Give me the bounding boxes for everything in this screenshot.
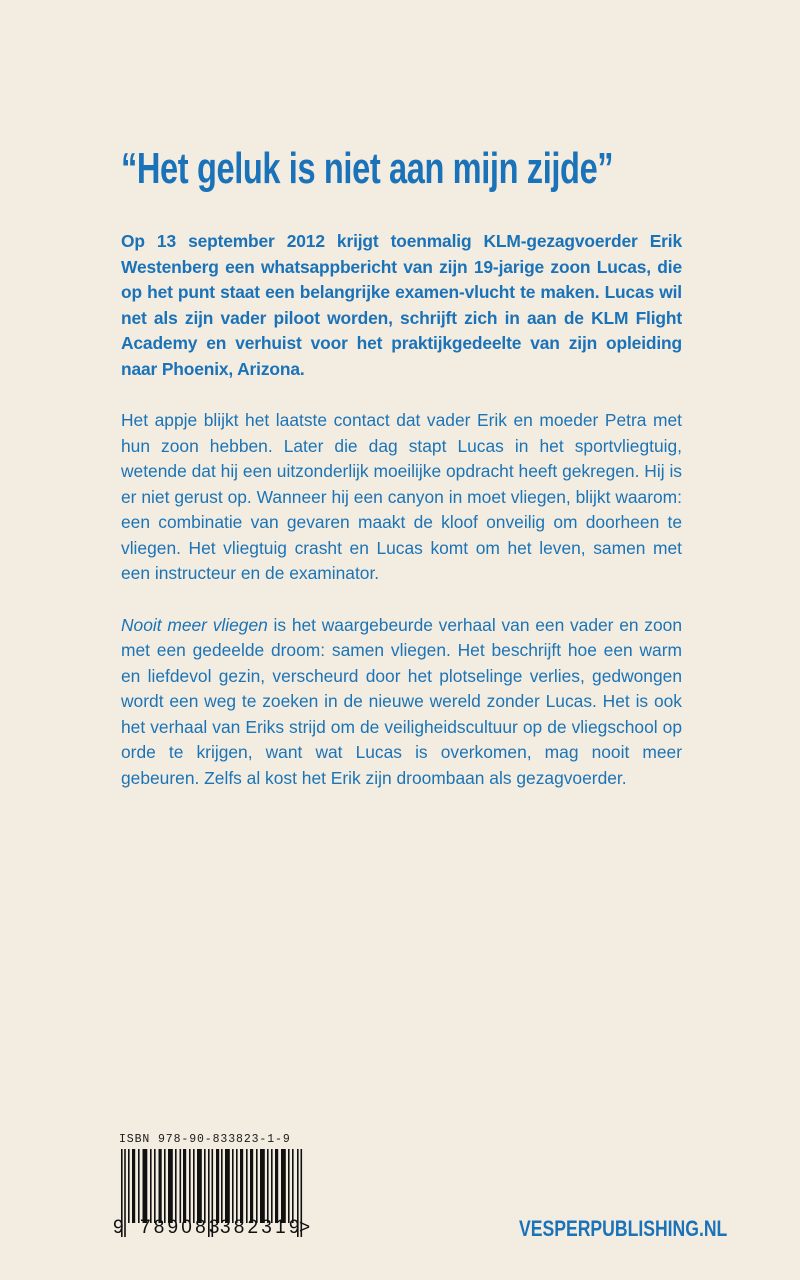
blurb-paragraph-lead: Op 13 september 2012 krijgt toenmalig KLM-gezagvoerder Erik Westenberg een whatsappbericht van zijn 19-jarige zoon Lucas, die op het punt staat een belangrijke examen-vlucht te maken. Lucas wil net als zijn vader piloot worden, schrijft zich in aan de KLM Flight Academy en verhuist voor het praktijkgedeelte van zijn opleiding naar Phoenix, Arizona. [121,231,682,379]
ean13-digits [113,1217,313,1239]
ean-group-left: 789083 [140,1217,223,1238]
blurb-copy [121,229,682,791]
ean-lead-digit: 9 [113,1217,125,1238]
book-title-italic: Nooit meer vliegen [121,614,268,635]
barcode-graphic [113,1149,312,1238]
blurb-paragraph-1: Het appje blijkt het laatste contact dat vader Erik en moeder Petra met hun zoon hebben. Later die dag stapt Lucas in het sportvliegtuig, wetende dat hij een uitzonderlijk moeilijke opdracht heeft gekregen. Hij is er niet gerust op. Wanneer hij een canyon in moet vliegen, blijkt waarom: een combinatie van gevaren maakt de kloof onveilig om doorheen te vliegen. Het vliegtuig crasht en Lucas komt om het leven, samen met een instructeur en de examinator. [121,410,682,583]
blurb-paragraph-2 [121,613,682,792]
blurb-paragraph-2-rest: is het waargebeurde verhaal van een vader en zoon met een gedeelde droom: samen vliegen. Het beschrijft hoe een warm en liefdevol gezin, verscheurd door het plotselinge verlies, gedwongen wordt een weg te zoeken in de nieuwe wereld zonder Lucas. Het is ook het verhaal van Eriks strijd om de veiligheidscultuur op de vliegschool op orde te krijgen, want wat Lucas is overkomen, mag nooit meer gebeuren. Zelfs al kost het Erik zijn droombaan als gezagvoerder. [121,614,682,788]
publisher-website[interactable]: VESPERPUBLISHING.NL [519,1216,728,1241]
isbn-barcode-block [113,1133,311,1237]
isbn-label: ISBN 978-90-833823-1-9 [119,1133,291,1146]
page-title: “Het geluk is niet aan mijn zijde” [121,144,614,193]
ean-group-right: 382319 [220,1217,303,1238]
blurb-title-block [121,145,683,193]
ean-trailing-symbol: > [299,1217,312,1238]
